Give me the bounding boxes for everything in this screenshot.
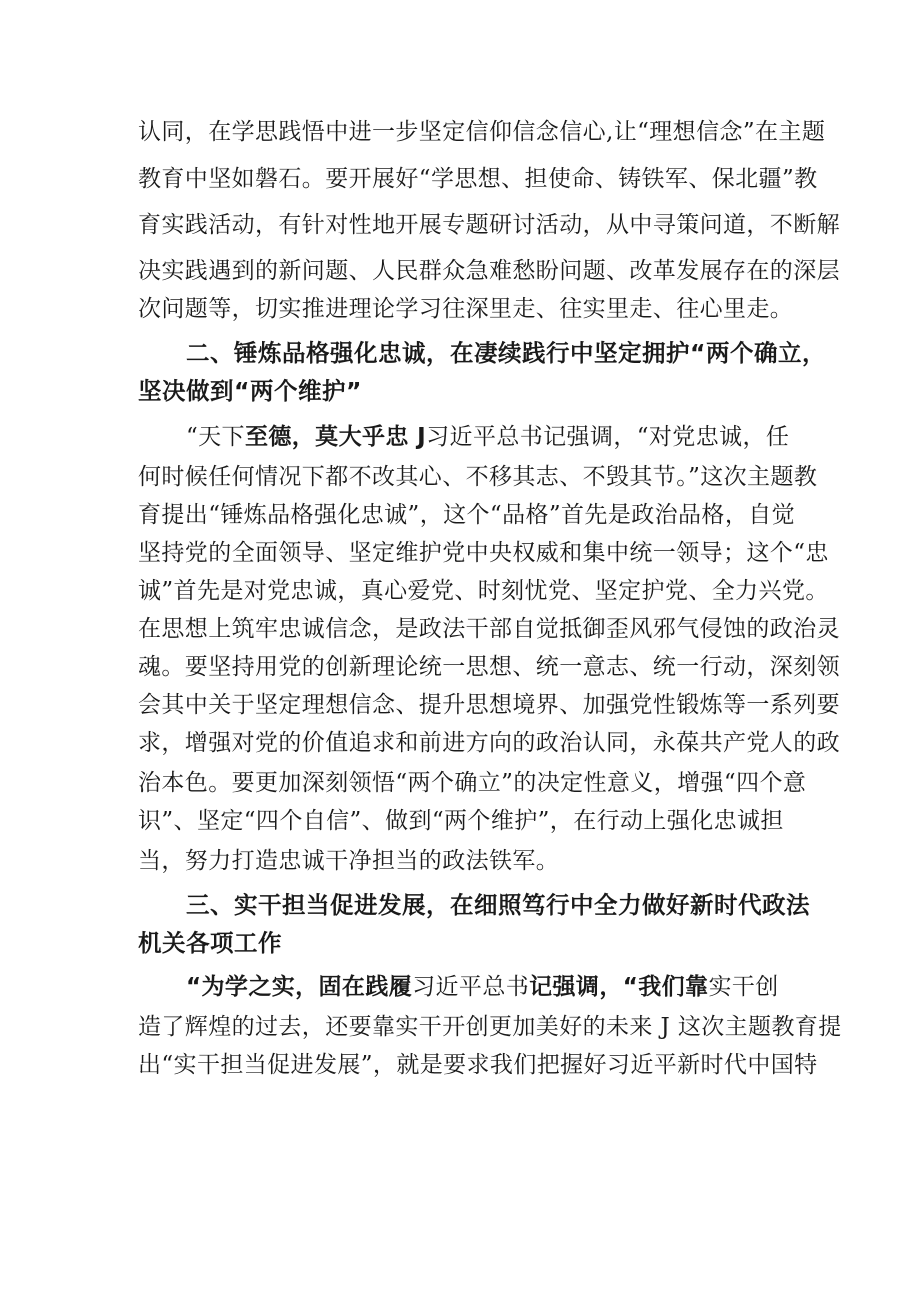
body-text-line: 求，增强对党的价值追求和前进方向的政治认同，永葆共产党人的政 (138, 730, 840, 756)
body-text-line (186, 972, 846, 1002)
body-text-line: 坚持党的全面领导、坚定维护党中央权威和集中统一领导；这个“忠 (138, 540, 829, 566)
quote-bold: 记强调，“我们靠 (529, 974, 709, 1000)
quote-bold: 至德，莫大乎忠 J (244, 424, 427, 450)
body-text-line: 造了辉煌的过去，还要靠实干开创更加美好的未来 J 这次主题教育提 (138, 1014, 842, 1040)
body-text-segment: 实干创 (708, 974, 779, 1000)
quote-bold: “为学之实，固在践履 (186, 974, 413, 1000)
body-text-line: 育实践活动，有针对性地开展专题研讨活动，从中寻策问道，不断解 (138, 212, 840, 238)
section-heading: 二、锤炼品格强化忠诚，在凄续践行中坚定拥护“两个确立， (186, 339, 826, 367)
body-text-line: 诚”首先是对党忠诚，真心爱党、时刻忧党、坚定护党、全力兴党。 (138, 578, 829, 604)
body-text-line: 识”、坚定“四个自信”、做到“两个维护”，在行动上强化忠诚担 (138, 808, 784, 834)
body-text-line: 出“实干担当促进发展”，就是要求我们把握好习近平新时代中国特 (138, 1052, 818, 1078)
quote-prefix: “天下 (186, 424, 245, 450)
body-text-line: 认同，在学思践悟中进一步坚定信仰信念信心,让“理想信念”在主题 (138, 119, 826, 145)
body-text-line: 何时候任何情况下都不改其心、不移其志、不毁其节。”这次主题教 (138, 464, 818, 490)
section-heading: 三、实干担当促进发展，在细照笃行中全力做好新时代政法 (186, 891, 810, 919)
body-text-line: 在思想上筑牢忠诚信念，是政法干部自觉抵御歪风邪气侵蚀的政治灵 (138, 616, 840, 642)
body-text-segment: 习近平总书记强调，“对党忠诚，任 (426, 424, 790, 450)
section-heading: 坚决做到“两个维护” (138, 377, 362, 405)
body-text-line (186, 422, 846, 452)
body-text-line: 决实践遇到的新问题、人民群众急难愁盼问题、改革发展存在的深层 (138, 258, 840, 284)
body-text-line: 育提出“锤炼品格强化忠诚”，这个“品格”首先是政治品格，自觉 (138, 502, 796, 528)
body-text-line: 治本色。要更加深刻领悟“两个确立”的决定性意义，增强“四个意 (138, 770, 807, 796)
section-heading: 机关各项工作 (138, 929, 282, 957)
body-text-line: 会其中关于坚定理想信念、提升思想境界、加强党性锻炼等一系列要 (138, 692, 840, 718)
body-text-segment: 习近平总书 (412, 974, 530, 1000)
body-text-line: 次问题等，切实推进理论学习往深里走、往实里走、往心里走。 (138, 296, 794, 322)
body-text-line: 当，努力打造忠诚干净担当的政法铁军。 (138, 848, 560, 874)
body-text-line: 魂。要坚持用党的创新理论统一思想、统一意志、统一行动，深刻领 (138, 654, 840, 680)
body-text-line: 教育中坚如磐石。要开展好“学思想、担使命、铸铁军、保北疆”教 (138, 166, 818, 192)
